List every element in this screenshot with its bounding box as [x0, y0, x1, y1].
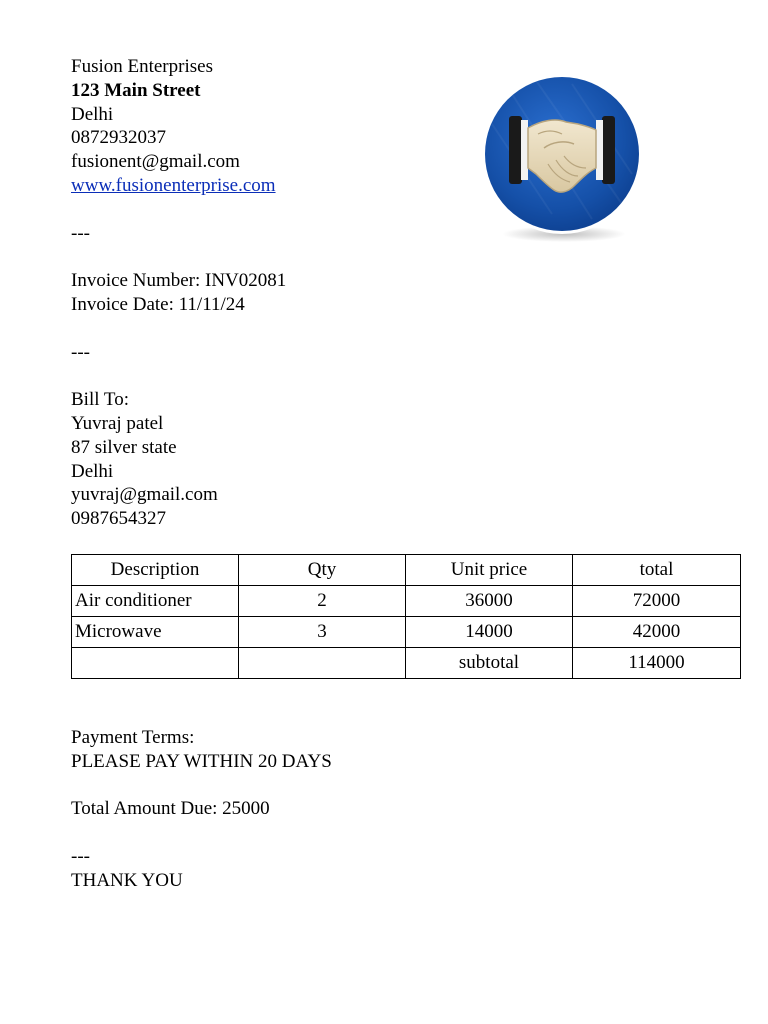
separator-2: --- — [71, 341, 90, 363]
bill-to-city: Delhi — [71, 460, 114, 482]
table-cell: 36000 — [406, 586, 573, 617]
payment-terms-heading: Payment Terms: — [71, 727, 195, 748]
invoice-date: Invoice Date: 11/11/24 — [71, 293, 245, 315]
table-header-cell: Qty — [239, 555, 406, 586]
subtotal-label: subtotal — [406, 648, 573, 679]
handshake-icon — [482, 64, 642, 246]
invoice-footer — [71, 726, 741, 893]
table-header-cell: total — [573, 555, 741, 586]
company-email: fusionent@gmail.com — [71, 151, 240, 173]
table-header-row — [72, 555, 741, 586]
company-name: Fusion Enterprises — [71, 56, 213, 77]
separator-3: --- — [71, 845, 90, 867]
line-items-table — [71, 554, 741, 679]
company-city: Delhi — [71, 103, 114, 125]
company-phone: 0872932037 — [71, 127, 166, 149]
table-row — [72, 586, 741, 617]
subtotal-value: 114000 — [573, 648, 741, 679]
bill-to-phone: 0987654327 — [71, 508, 166, 530]
total-amount-due: Total Amount Due: 25000 — [71, 798, 270, 820]
bill-to-email: yuvraj@gmail.com — [71, 484, 218, 506]
table-header-cell: Description — [72, 555, 239, 586]
company-website-link[interactable]: www.fusionenterprise.com — [71, 174, 276, 196]
payment-terms: PLEASE PAY WITHIN 20 DAYS — [71, 750, 332, 772]
table-row — [72, 617, 741, 648]
table-cell: 14000 — [406, 617, 573, 648]
table-cell: 2 — [239, 586, 406, 617]
company-street: 123 Main Street — [71, 79, 201, 101]
table-cell — [72, 648, 239, 679]
invoice-number: Invoice Number: INV02081 — [71, 270, 287, 292]
table-cell — [239, 648, 406, 679]
table-cell: 42000 — [573, 617, 741, 648]
separator-1: --- — [71, 222, 90, 244]
table-cell: Air conditioner — [72, 586, 239, 617]
table-header-cell: Unit price — [406, 555, 573, 586]
bill-to-address: 87 silver state — [71, 436, 177, 458]
closing-text: THANK YOU — [71, 869, 183, 891]
table-cell: Microwave — [72, 617, 239, 648]
table-cell: 3 — [239, 617, 406, 648]
table-row — [72, 648, 741, 679]
bill-to-heading: Bill To: — [71, 389, 129, 411]
table-cell: 72000 — [573, 586, 741, 617]
bill-to-name: Yuvraj patel — [71, 412, 164, 434]
